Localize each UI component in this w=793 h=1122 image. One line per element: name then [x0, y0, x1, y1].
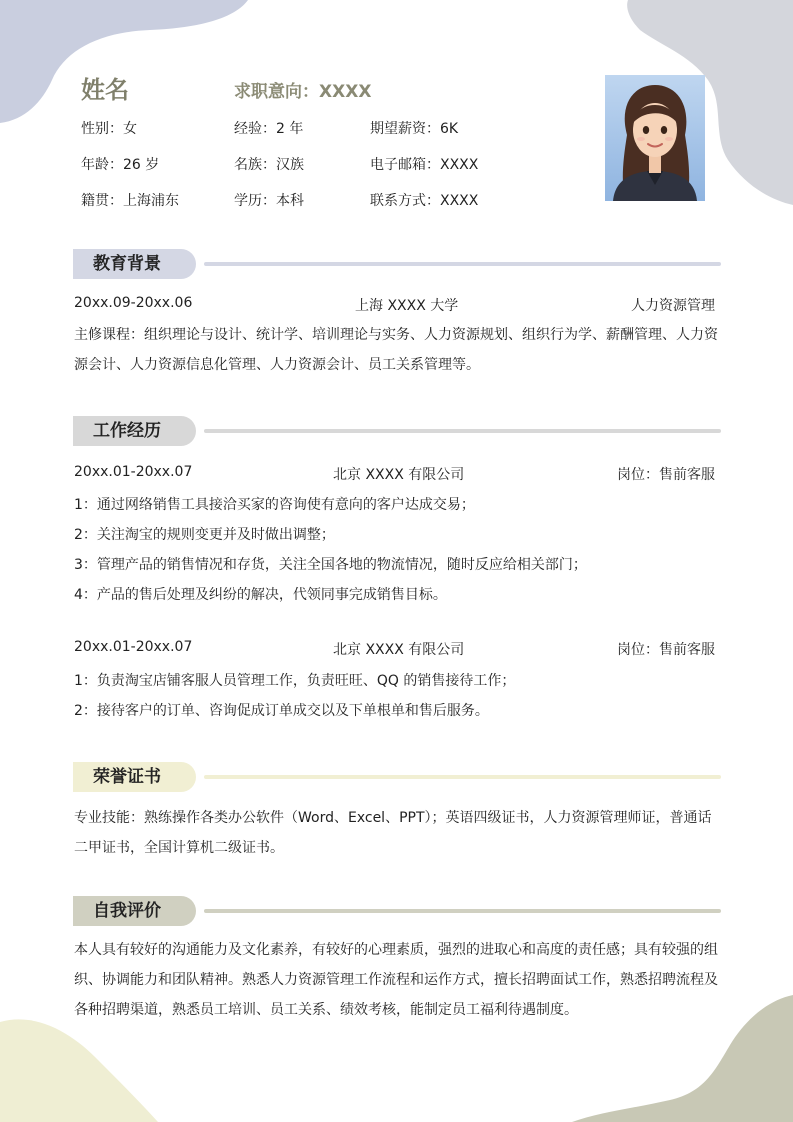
job-2-company: 北京 XXXX 有限公司	[333, 642, 465, 658]
info-hometown: 籍贯：上海浦东	[81, 193, 179, 209]
section-divider-honors	[204, 775, 721, 779]
job-intent: 求职意向：XXXX	[234, 82, 372, 102]
info-email: 电子邮箱：XXXX	[370, 157, 479, 173]
portrait-photo	[605, 75, 705, 201]
education-major: 人力资源管理	[631, 298, 715, 314]
education-period: 20xx.09-20xx.06	[74, 295, 193, 311]
job-2-period: 20xx.01-20xx.07	[74, 639, 193, 655]
job-2-duty: 2：接待客户的订单、咨询促成订单成交以及下单根单和售后服务。	[74, 703, 489, 719]
info-age: 年龄：26 岁	[81, 157, 160, 173]
info-salary: 期望薪资：6K	[370, 121, 459, 137]
job-1-duty: 1：通过网络销售工具接洽买家的咨询使有意向的客户达成交易；	[74, 497, 475, 513]
education-school: 上海 XXXX 大学	[355, 298, 459, 314]
job-1-period: 20xx.01-20xx.07	[74, 464, 193, 480]
job-1-duty: 3：管理产品的销售情况和存货，关注全国各地的物流情况，随时反应给相关部门；	[74, 557, 587, 573]
job-1-position: 岗位：售前客服	[617, 467, 715, 483]
info-gender: 性别：女	[81, 121, 137, 137]
info-experience: 经验：2 年	[234, 121, 304, 137]
job-1-duty: 2：关注淘宝的规则变更并及时做出调整；	[74, 527, 335, 543]
section-divider-work	[204, 429, 721, 433]
section-divider-education	[204, 262, 721, 266]
job-1-duty: 4：产品的售后处理及纠纷的解决，代领同事完成销售目标。	[74, 587, 447, 603]
info-education: 学历：本科	[234, 193, 304, 209]
section-title-work: 工作经历	[73, 416, 196, 446]
self-evaluation-text: 本人具有较好的沟通能力及文化素养，有较好的心理素质，强烈的进取心和高度的责任感；具有较强的组织、协调能力和团队精神。熟悉人力资源管理工作流程和运作方式，擅长招聘面试工作，熟悉招聘流程及各种招聘渠道，熟悉员工培训、员工关系、绩效考核，能制定员工福利待遇制度。	[74, 942, 718, 1018]
job-2-duty: 1：负责淘宝店铺客服人员管理工作，负责旺旺、QQ 的销售接待工作；	[74, 673, 516, 689]
job-1-company: 北京 XXXX 有限公司	[333, 467, 465, 483]
honors-text: 专业技能：熟练操作各类办公软件（Word、Excel、PPT）；英语四级证书，人力资源管理师证，普通话二甲证书，全国计算机二级证书。	[74, 810, 712, 856]
education-courses: 主修课程：组织理论与设计、统计学、培训理论与实务、人力资源规划、组织行为学、薪酬管理、人力资源会计、人力资源信息化管理、人力资源会计、员工关系管理等。	[74, 327, 718, 373]
section-title-honors: 荣誉证书	[73, 762, 196, 792]
info-contact: 联系方式：XXXX	[370, 193, 479, 209]
candidate-name: 姓名	[81, 76, 129, 104]
section-title-education: 教育背景	[73, 249, 196, 279]
section-divider-self-evaluation	[204, 909, 721, 913]
job-2-position: 岗位：售前客服	[617, 642, 715, 658]
info-ethnicity: 名族：汉族	[234, 157, 304, 173]
section-title-self-evaluation: 自我评价	[73, 896, 196, 926]
